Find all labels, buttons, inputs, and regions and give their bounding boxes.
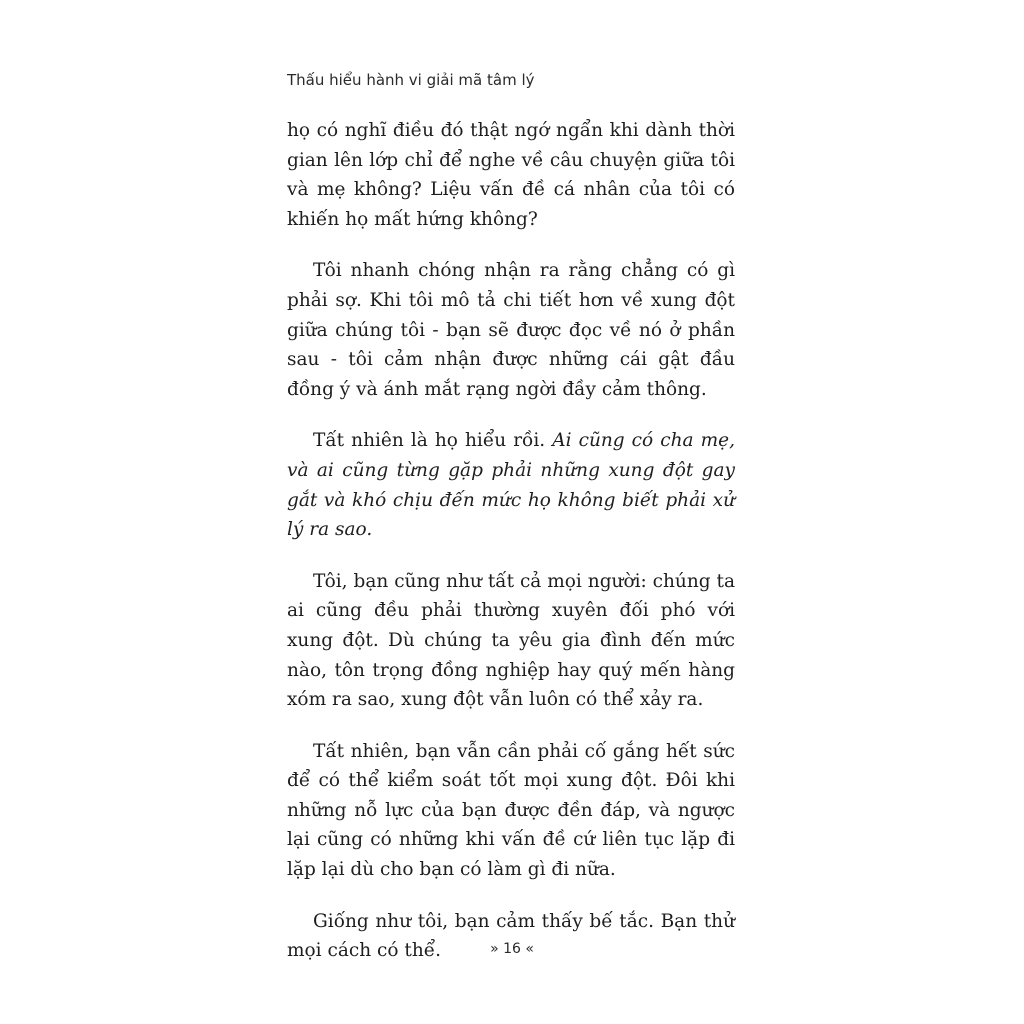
running-header: Thấu hiểu hành vi giải mã tâm lý [287,71,535,89]
paragraph-6: Giống như tôi, bạn cảm thấy bế tắc. Bạn thử mọi cách có thể. [287,910,735,962]
body-text [287,116,735,988]
paragraph-1: họ có nghĩ điều đó thật ngớ ngẩn khi dành thời gian lên lớp chỉ để nghe về câu chuyện giữa tôi và mẹ không? Liệu vấn đề cá nhân của tôi có khiến họ mất hứng không? [287,120,735,230]
paragraph-3 [287,426,735,544]
paragraph-3-italic: Ai cũng có cha mẹ, và ai cũng từng gặp phải những xung đột gay gắt và khó chịu đến mức họ không biết phải xử lý ra sao. [287,430,735,541]
page-number: » 16 « [490,941,534,957]
paragraph-3-plain: Tất nhiên là họ hiểu rồi. [313,430,553,452]
paragraph-2: Tôi nhanh chóng nhận ra rằng chẳng có gì phải sợ. Khi tôi mô tả chi tiết hơn về xung đột giữa chúng tôi - bạn sẽ được đọc về nó ở phần sau - tôi cảm nhận được những cái gật đầu đồng ý và ánh mắt rạng ngời đầy cảm thông. [287,260,735,400]
paragraph-5: Tất nhiên, bạn vẫn cần phải cố gắng hết sức để có thể kiểm soát tốt mọi xung đột. Đôi khi những nỗ lực của bạn được đền đáp, và ngược lại cũng có những khi vấn đề cứ liên tục lặp đi lặp lại dù cho bạn có làm gì đi nữa. [287,740,735,881]
paragraph-4: Tôi, bạn cũng như tất cả mọi người: chúng ta ai cũng đều phải thường xuyên đối phó với xung đột. Dù chúng ta yêu gia đình đến mức nào, tôn trọng đồng nghiệp hay quý mến hàng xóm ra sao, xung đột vẫn luôn có thể xảy ra. [287,570,735,711]
